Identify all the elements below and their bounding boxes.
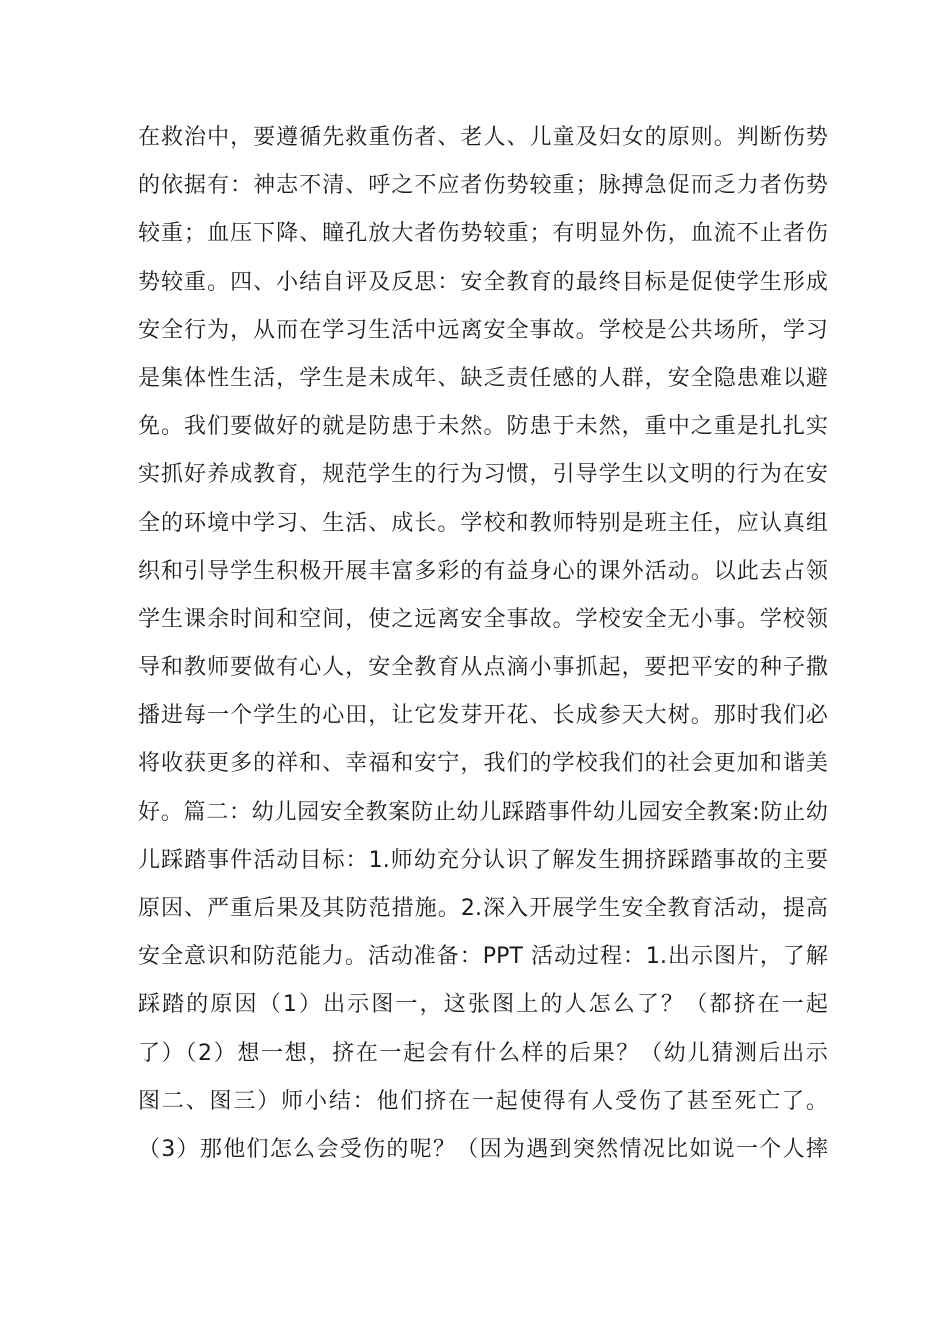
text-line: 织和引导学生积极开展丰富多彩的有益身心的课外活动。以此去占领 <box>138 558 828 584</box>
text-line: 了）（2）想一想，挤在一起会有什么样的后果？（幼儿猜测后出示 <box>138 1040 828 1066</box>
text-line: 将收获更多的祥和、幸福和安宁，我们的学校我们的社会更加和谐美 <box>138 751 828 777</box>
text-line: 免。我们要做好的就是防患于未然。防患于未然，重中之重是扎扎实 <box>138 414 828 440</box>
text-line: 儿踩踏事件活动目标：1.师幼充分认识了解发生拥挤踩踏事故的主要 <box>138 847 828 873</box>
text-line: 踩踏的原因（1）出示图一，这张图上的人怎么了？（都挤在一起 <box>138 992 828 1018</box>
text-line: 势较重。四、小结自评及反思：安全教育的最终目标是促使学生形成 <box>138 269 828 295</box>
text-line: 安全行为，从而在学习生活中远离安全事故。学校是公共场所，学习 <box>138 317 828 343</box>
text-line: 是集体性生活，学生是未成年、缺乏责任感的人群，安全隐患难以避 <box>138 365 828 391</box>
text-line: 导和教师要做有心人，安全教育从点滴小事抓起，要把平安的种子撒 <box>138 655 828 681</box>
text-line: 全的环境中学习、生活、成长。学校和教师特别是班主任，应认真组 <box>138 510 828 536</box>
text-line: 在救治中，要遵循先救重伤者、老人、儿童及妇女的原则。判断伤势 <box>138 125 828 150</box>
body-text <box>138 114 828 1174</box>
text-line: 实抓好养成教育，规范学生的行为习惯，引导学生以文明的行为在安 <box>138 462 828 488</box>
text-line: 播进每一个学生的心田，让它发芽开花、长成参天大树。那时我们必 <box>138 703 828 729</box>
text-line: 较重；血压下降、瞳孔放大者伤势较重；有明显外伤，血流不止者伤 <box>138 221 828 247</box>
text-line: 原因、严重后果及其防范措施。2.深入开展学生安全教育活动，提高 <box>138 896 828 921</box>
text-line: 学生课余时间和空间，使之远离安全事故。学校安全无小事。学校领 <box>138 606 828 632</box>
text-line: 图二、图三）师小结：他们挤在一起使得有人受伤了甚至死亡了。 <box>138 1088 828 1114</box>
text-line: 的依据有：神志不清、呼之不应者伤势较重；脉搏急促而乏力者伤势 <box>138 173 828 199</box>
text-line: 安全意识和防范能力。活动准备：PPT 活动过程：1.出示图片，了解 <box>138 944 828 970</box>
text-line: （3）那他们怎么会受伤的呢？（因为遇到突然情况比如说一个人摔 <box>138 1136 828 1162</box>
text-line: 好。篇二：幼儿园安全教案防止幼儿踩踏事件幼儿园安全教案:防止幼 <box>138 799 828 825</box>
